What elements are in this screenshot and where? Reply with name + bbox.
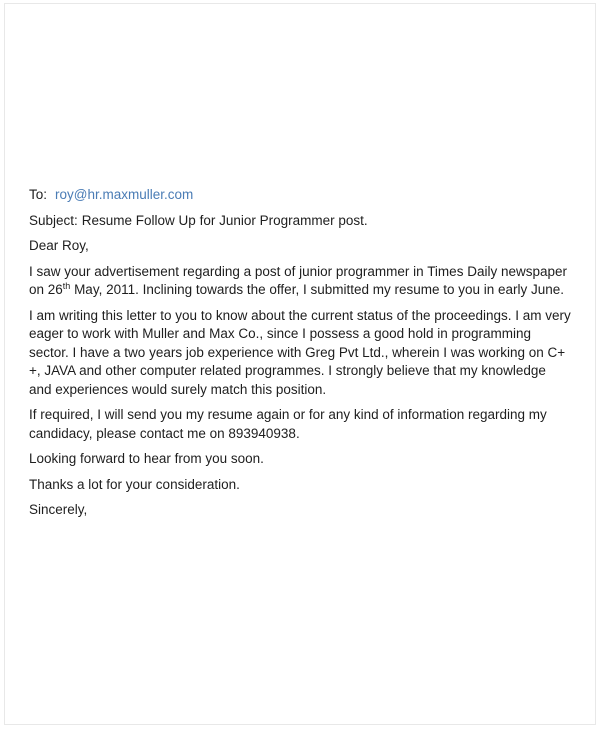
letter-paragraph — [29, 450, 574, 469]
to-line — [29, 186, 574, 205]
letter-paragraph — [29, 263, 574, 300]
recipient-email-link[interactable]: roy@hr.maxmuller.com — [55, 187, 194, 202]
letter-line: +, JAVA and other computer related programmes. I strongly believe that my knowledge — [29, 363, 546, 378]
letter-line: Thanks a lot for your consideration. — [29, 476, 240, 492]
subject-line — [29, 212, 574, 231]
email-letter — [29, 186, 574, 527]
letter-line: candidacy, please contact me on 893940938. — [29, 425, 300, 441]
letter-line: I saw your advertisement regarding a post of junior programmer in Times Daily newspaper — [29, 263, 567, 279]
greeting-line — [29, 237, 574, 256]
letter-line: I am writing this letter to you to know about the current status of the proceedings. I am very — [29, 307, 571, 323]
letter-line: on 26th May, 2011. Inclining towards the offer, I submitted my resume to you in early June. — [29, 281, 565, 297]
letter-line: Sincerely, — [29, 502, 88, 517]
superscript-ordinal: th — [62, 281, 71, 291]
to-label: To: — [29, 187, 48, 202]
letter-paragraph — [29, 501, 574, 520]
subject-text: Resume Follow Up for Junior Programmer post. — [81, 212, 368, 228]
letter-line: and experiences would surely match this position. — [29, 381, 327, 397]
letter-line: sector. I have a two years job experience with Greg Pvt Ltd., wherein I was working on C+ — [29, 344, 566, 360]
letter-paragraph — [29, 307, 574, 400]
letter-paragraph — [29, 406, 574, 443]
letter-line: Looking forward to hear from you soon. — [29, 451, 264, 466]
letter-body — [29, 263, 574, 520]
letter-paragraph — [29, 476, 574, 495]
greeting-text: Dear Roy, — [29, 238, 89, 253]
subject-label: Subject: — [29, 212, 78, 228]
letter-line: eager to work with Muller and Max Co., since I possess a good hold in programming — [29, 326, 531, 341]
letter-line: If required, I will send you my resume again or for any kind of information regarding my — [29, 407, 547, 422]
